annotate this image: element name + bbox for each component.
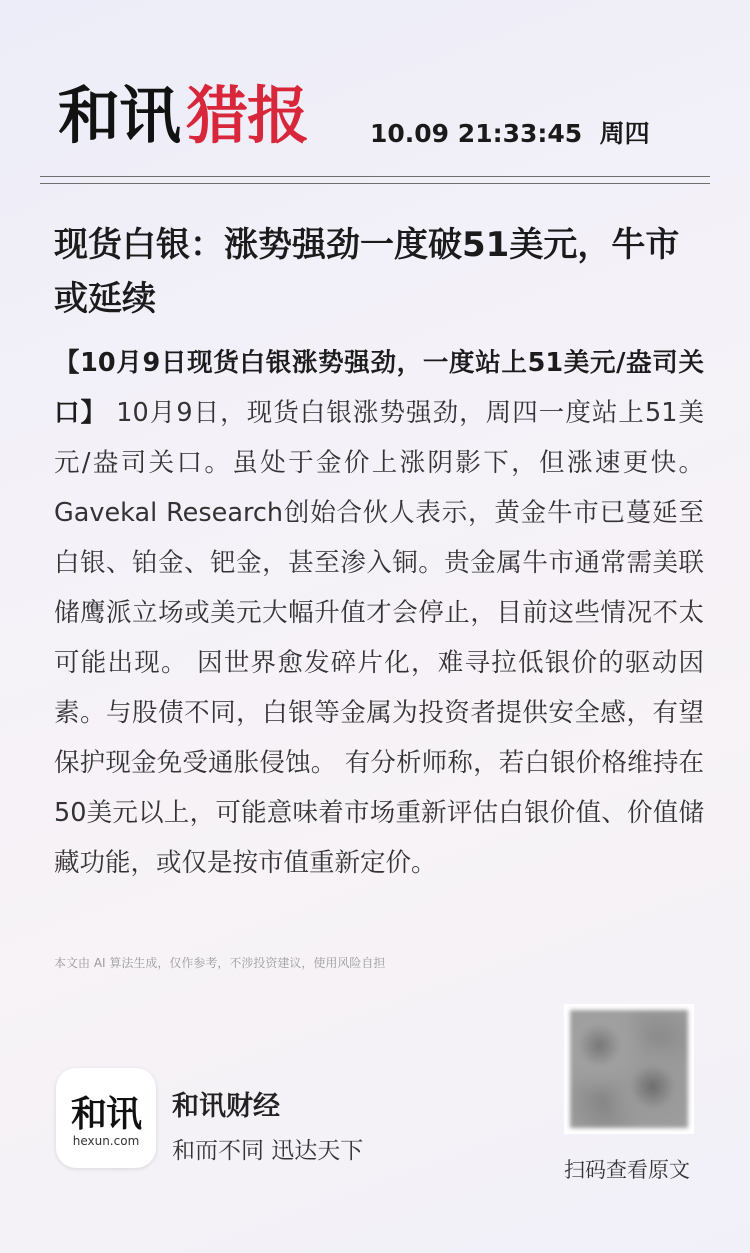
hexun-app-icon	[56, 1068, 156, 1168]
qr-caption: 扫码查看原文	[564, 1158, 690, 1182]
article-title: 现货白银：涨势强劲一度破51美元，牛市或延续	[54, 225, 680, 319]
logo-brand: 和讯	[58, 79, 181, 152]
article-text: 10月9日，现货白银涨势强劲，周四一度站上51美元/盎司关口。虽处于金价上涨阴影下，但涨速更快。 Gavekal Research创始合伙人表示，黄金牛市已蔓延至白银、铂金、钯金，甚至渗入铜。贵金属牛市通常需美联储鹰派立场或美元大幅升值才会停止，目前这些情况不太可能出现。 因世界愈发碎片化，难寻拉低银价的驱动因素。与股债不同，白银等金属为投资者提供安全感，有望保护现金免受通胀侵蚀。 有分析师称，若白银价格维持在50美元以上，可能意味着市场重新评估白银价值、价值储藏功能，或仅是按市值重新定价。	[54, 398, 704, 878]
publish-time: 21:33:45	[457, 119, 583, 148]
app-slogan: 和而不同 迅达天下	[172, 1138, 364, 1164]
hexun-liebao-logo	[58, 80, 308, 152]
ai-disclaimer: 本文由 AI 算法生成，仅作参考，不涉投资建议，使用风险自担	[54, 956, 386, 970]
qr-code-image	[570, 1010, 688, 1128]
app-name: 和讯财经	[172, 1091, 280, 1122]
logo-section: 猎报	[186, 79, 309, 152]
article-body	[54, 338, 704, 888]
publish-weekday: 周四	[599, 119, 650, 148]
publish-date: 10.09	[370, 119, 450, 148]
qr-code[interactable]	[564, 1004, 694, 1134]
app-icon-word: 和讯	[70, 1094, 141, 1135]
publish-datetime	[370, 114, 650, 150]
article-lead: 【10月9日现货白银涨势强劲，一度站上51美元/盎司关口】	[54, 348, 704, 428]
app-icon-domain: hexun.com	[72, 1134, 140, 1148]
header-divider	[40, 176, 710, 184]
